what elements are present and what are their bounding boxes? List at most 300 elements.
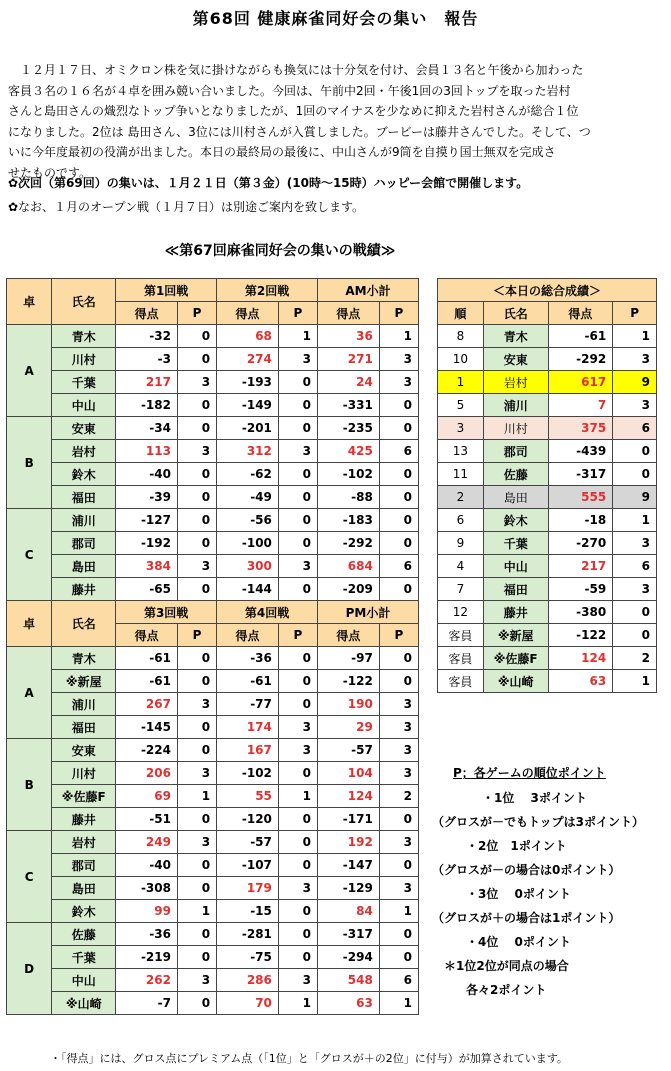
header-score: 得点 — [116, 624, 178, 647]
overall-row — [438, 371, 657, 394]
points-note-line: （グロスが－でもトップは3ポイント） — [432, 815, 644, 829]
score-cell: -439 — [548, 440, 613, 463]
table-row — [7, 486, 419, 509]
header-g1: 第1回戦 — [116, 279, 217, 302]
score-cell: -88 — [318, 486, 380, 509]
header-table: 卓 — [7, 601, 52, 647]
player-name: 岩村 — [52, 440, 116, 463]
score-cell: -51 — [116, 808, 178, 831]
points-cell: 3 — [278, 877, 317, 900]
rank-cell: 11 — [438, 463, 484, 486]
score-cell: -144 — [217, 578, 279, 601]
table-row — [7, 440, 419, 463]
score-cell: -235 — [318, 417, 380, 440]
header-g2: 第2回戦 — [217, 279, 318, 302]
score-cell: 217 — [548, 555, 613, 578]
score-cell: -102 — [318, 463, 380, 486]
page-title: 第68回 健康麻雀同好会の集い 報告 — [192, 9, 479, 28]
rank-cell: 9 — [438, 532, 484, 555]
overall-row — [438, 532, 657, 555]
header-p: P — [177, 302, 216, 325]
score-cell: 274 — [217, 348, 279, 371]
score-cell: -102 — [217, 762, 279, 785]
score-cell: -62 — [217, 463, 279, 486]
score-cell: -122 — [318, 670, 380, 693]
score-cell: 617 — [548, 371, 613, 394]
player-name: 郡司 — [52, 532, 116, 555]
player-name: ※佐藤F — [483, 647, 548, 670]
points-cell: 3 — [613, 532, 657, 555]
points-cell: 3 — [177, 693, 216, 716]
player-name: 福田 — [483, 578, 548, 601]
report-line: １２月１７日、オミクロン株を気に掛けながらも換気には十分気を付け、会員１３名と午後から加わった — [8, 63, 584, 77]
player-name: 千葉 — [52, 946, 116, 969]
points-cell: 0 — [278, 831, 317, 854]
score-cell: -40 — [116, 463, 178, 486]
points-cell: 0 — [379, 417, 418, 440]
score-cell: -61 — [548, 325, 613, 348]
score-cell: -192 — [116, 532, 178, 555]
overall-row — [438, 601, 657, 624]
rank-cell: 3 — [438, 417, 484, 440]
points-cell: 0 — [379, 647, 418, 670]
score-cell: -107 — [217, 854, 279, 877]
score-cell: 267 — [116, 693, 178, 716]
score-cell: 190 — [318, 693, 380, 716]
table-row — [7, 463, 419, 486]
points-cell: 0 — [613, 624, 657, 647]
points-cell: 0 — [379, 946, 418, 969]
points-cell: 1 — [613, 509, 657, 532]
player-name: 藤井 — [52, 808, 116, 831]
score-cell: 29 — [318, 716, 380, 739]
points-cell: 0 — [278, 854, 317, 877]
points-cell: 0 — [379, 486, 418, 509]
points-cell: 3 — [278, 348, 317, 371]
points-cell: 6 — [613, 555, 657, 578]
score-cell: 174 — [217, 716, 279, 739]
table-label: A — [7, 325, 52, 417]
points-cell: 2 — [379, 785, 418, 808]
player-name: 福田 — [52, 486, 116, 509]
points-cell: 3 — [379, 762, 418, 785]
report-line: さんと島田さんの熾烈なトップ争いとなりましたが、1回のマイナスを少なめに抑えた岩村さんが総合１位 — [8, 104, 579, 118]
points-cell: 0 — [177, 509, 216, 532]
player-name: 島田 — [52, 555, 116, 578]
points-cell: 0 — [379, 670, 418, 693]
table-label: C — [7, 831, 52, 923]
score-cell: -59 — [548, 578, 613, 601]
overall-row — [438, 417, 657, 440]
points-cell: 3 — [177, 762, 216, 785]
player-name: 安東 — [52, 417, 116, 440]
header-g4: 第4回戦 — [217, 601, 318, 624]
overall-header: 氏名 — [483, 302, 548, 325]
rank-cell: 1 — [438, 371, 484, 394]
header-p: P — [177, 624, 216, 647]
points-cell: 0 — [278, 532, 317, 555]
score-cell: -100 — [217, 532, 279, 555]
header-pm: PM小計 — [318, 601, 419, 624]
header-row — [438, 302, 657, 325]
player-name: 安東 — [52, 739, 116, 762]
rank-cell: 12 — [438, 601, 484, 624]
header-score: 得点 — [217, 624, 279, 647]
header-score: 得点 — [318, 302, 380, 325]
points-cell: 0 — [177, 877, 216, 900]
overall-row — [438, 555, 657, 578]
points-cell: 3 — [613, 578, 657, 601]
points-cell: 0 — [177, 946, 216, 969]
header-p: P — [379, 624, 418, 647]
score-cell: 7 — [548, 394, 613, 417]
overall-row — [438, 463, 657, 486]
points-cell: 3 — [278, 739, 317, 762]
points-cell: 0 — [278, 371, 317, 394]
points-cell: 3 — [278, 716, 317, 739]
score-cell: -147 — [318, 854, 380, 877]
points-cell: 0 — [278, 509, 317, 532]
table-row — [7, 693, 419, 716]
rank-cell: 客員 — [438, 647, 484, 670]
points-cell: 1 — [379, 900, 418, 923]
score-cell: 69 — [116, 785, 178, 808]
points-cell: 3 — [613, 348, 657, 371]
header-row — [7, 279, 419, 302]
score-cell: 375 — [548, 417, 613, 440]
score-cell: 249 — [116, 831, 178, 854]
score-cell: 271 — [318, 348, 380, 371]
points-cell: 6 — [613, 417, 657, 440]
score-cell: 104 — [318, 762, 380, 785]
points-cell: 3 — [177, 555, 216, 578]
points-cell: 3 — [177, 831, 216, 854]
points-cell: 0 — [379, 923, 418, 946]
score-cell: -209 — [318, 578, 380, 601]
score-cell: -317 — [318, 923, 380, 946]
points-cell: 3 — [177, 371, 216, 394]
points-cell: 1 — [379, 325, 418, 348]
header-row — [438, 279, 657, 302]
player-name: 島田 — [483, 486, 548, 509]
player-name: 青木 — [52, 325, 116, 348]
points-cell: 0 — [278, 647, 317, 670]
points-note-line: ・4位 0ポイント — [466, 935, 571, 949]
score-cell: -183 — [318, 509, 380, 532]
score-cell: -317 — [548, 463, 613, 486]
overall-header: P — [613, 302, 657, 325]
points-cell: 0 — [278, 463, 317, 486]
score-cell: -292 — [318, 532, 380, 555]
player-name: 川村 — [52, 762, 116, 785]
open-event-note: ✿なお、１月のオープン戦（１月７日）は別途ご案内を致します。 — [8, 200, 365, 214]
points-note-line: （グロスが－の場合は0ポイント） — [432, 863, 621, 877]
points-cell: 9 — [613, 486, 657, 509]
player-name: 郡司 — [483, 440, 548, 463]
overall-title: ＜本日の総合成績＞ — [438, 279, 657, 302]
points-cell: 0 — [278, 670, 317, 693]
table-row — [7, 509, 419, 532]
points-note-line: ・2位 1ポイント — [466, 839, 567, 853]
player-name: 中山 — [52, 394, 116, 417]
player-name: 青木 — [483, 325, 548, 348]
score-cell: -77 — [217, 693, 279, 716]
points-cell: 3 — [278, 440, 317, 463]
score-cell: 300 — [217, 555, 279, 578]
score-cell: 206 — [116, 762, 178, 785]
results-table — [6, 278, 419, 1015]
score-cell: -61 — [217, 670, 279, 693]
points-note-line: ・1位 3ポイント — [482, 791, 587, 805]
points-cell: 0 — [278, 762, 317, 785]
points-cell: 6 — [379, 969, 418, 992]
points-cell: 0 — [379, 808, 418, 831]
points-cell: 0 — [177, 808, 216, 831]
player-name: 島田 — [52, 877, 116, 900]
points-note-line: （グロスが＋の場合は1ポイント） — [432, 911, 621, 925]
table-row — [7, 647, 419, 670]
points-cell: 0 — [278, 578, 317, 601]
score-cell: -193 — [217, 371, 279, 394]
points-cell: 0 — [278, 486, 317, 509]
points-note-heading: P；各ゲームの順位ポイント — [453, 766, 606, 780]
score-cell: 84 — [318, 900, 380, 923]
points-cell: 0 — [613, 463, 657, 486]
table-row — [7, 877, 419, 900]
rank-cell: 8 — [438, 325, 484, 348]
overall-row — [438, 578, 657, 601]
table-row — [7, 969, 419, 992]
points-cell: 0 — [379, 532, 418, 555]
points-cell: 3 — [379, 877, 418, 900]
points-cell: 0 — [379, 394, 418, 417]
points-cell: 0 — [278, 417, 317, 440]
header-g3: 第3回戦 — [116, 601, 217, 624]
table-label: A — [7, 647, 52, 739]
score-cell: -36 — [116, 923, 178, 946]
points-cell: 0 — [177, 417, 216, 440]
overall-row — [438, 624, 657, 647]
overall-row — [438, 440, 657, 463]
score-cell: -120 — [217, 808, 279, 831]
next-meeting: ✿次回（第69回）の集いは、１月２１日（第３金）(10時〜15時）ハッピー会館で開催します。 — [8, 176, 529, 190]
points-cell: 2 — [613, 647, 657, 670]
points-cell: 3 — [613, 394, 657, 417]
table-row — [7, 854, 419, 877]
score-cell: 262 — [116, 969, 178, 992]
points-cell: 0 — [177, 854, 216, 877]
player-name: 佐藤 — [52, 923, 116, 946]
rank-cell: 6 — [438, 509, 484, 532]
score-cell: -18 — [548, 509, 613, 532]
table-row — [7, 325, 419, 348]
points-cell: 0 — [379, 578, 418, 601]
header-p: P — [379, 302, 418, 325]
points-cell: 0 — [177, 647, 216, 670]
score-cell: -270 — [548, 532, 613, 555]
player-name: 浦川 — [483, 394, 548, 417]
overall-row — [438, 670, 657, 693]
table-label: D — [7, 923, 52, 1015]
header-name: 氏名 — [52, 601, 116, 647]
score-cell: -380 — [548, 601, 613, 624]
points-cell: 0 — [177, 923, 216, 946]
points-cell: 0 — [177, 486, 216, 509]
points-cell: 0 — [278, 693, 317, 716]
points-cell: 1 — [379, 992, 418, 1015]
table-label: B — [7, 739, 52, 831]
player-name: ※山崎 — [483, 670, 548, 693]
points-cell: 1 — [177, 785, 216, 808]
player-name: 中山 — [52, 969, 116, 992]
score-cell: -40 — [116, 854, 178, 877]
rank-cell: 13 — [438, 440, 484, 463]
overall-header: 得点 — [548, 302, 613, 325]
score-cell: -15 — [217, 900, 279, 923]
table-row — [7, 670, 419, 693]
points-cell: 3 — [379, 693, 418, 716]
points-cell: 0 — [278, 808, 317, 831]
score-cell: 286 — [217, 969, 279, 992]
score-cell: -7 — [116, 992, 178, 1015]
report-body — [8, 60, 660, 183]
score-cell: -34 — [116, 417, 178, 440]
score-cell: 548 — [318, 969, 380, 992]
score-cell: -224 — [116, 739, 178, 762]
overall-row — [438, 348, 657, 371]
score-cell: 99 — [116, 900, 178, 923]
player-name: ※山崎 — [52, 992, 116, 1015]
score-cell: 68 — [217, 325, 279, 348]
player-name: ※新屋 — [483, 624, 548, 647]
points-cell: 9 — [613, 371, 657, 394]
header-p: P — [278, 624, 317, 647]
table-row — [7, 900, 419, 923]
player-name: 福田 — [52, 716, 116, 739]
player-name: 安東 — [483, 348, 548, 371]
table-row — [7, 371, 419, 394]
points-cell: 0 — [379, 463, 418, 486]
header-score: 得点 — [318, 624, 380, 647]
score-cell: -292 — [548, 348, 613, 371]
report-line: いに今年度最初の役満が出ました。本日の最終局の最後に、中山さんが9筒を自摸り国士無双を完成さ — [8, 145, 556, 159]
player-name: 浦川 — [52, 693, 116, 716]
points-cell: 3 — [278, 555, 317, 578]
player-name: 千葉 — [52, 371, 116, 394]
rank-cell: 4 — [438, 555, 484, 578]
player-name: 鈴木 — [52, 900, 116, 923]
score-cell: 124 — [548, 647, 613, 670]
table-row — [7, 394, 419, 417]
results-title: ≪第67回麻雀同好会の集いの戦績≫ — [164, 243, 396, 259]
points-cell: 0 — [278, 394, 317, 417]
player-name: 藤井 — [52, 578, 116, 601]
score-cell: 113 — [116, 440, 178, 463]
points-cell: 0 — [278, 946, 317, 969]
header-am: AM小計 — [318, 279, 419, 302]
points-cell: 0 — [613, 601, 657, 624]
points-cell: 0 — [177, 325, 216, 348]
points-cell: 0 — [177, 716, 216, 739]
score-cell: 192 — [318, 831, 380, 854]
overall-results-table — [437, 278, 657, 693]
score-cell: -57 — [318, 739, 380, 762]
table-row — [7, 946, 419, 969]
score-cell: -65 — [116, 578, 178, 601]
footnote: ・「得点」には、グロス点にプレミアム点（「1位」と「グロスが＋の2位」に付与）が加算されています。 — [50, 1052, 568, 1065]
header-score: 得点 — [116, 302, 178, 325]
points-cell: 1 — [278, 785, 317, 808]
player-name: 鈴木 — [52, 463, 116, 486]
player-name: 青木 — [52, 647, 116, 670]
player-name: 藤井 — [483, 601, 548, 624]
score-cell: -97 — [318, 647, 380, 670]
points-cell: 3 — [177, 969, 216, 992]
points-cell: 0 — [177, 394, 216, 417]
table-row — [7, 716, 419, 739]
table-row — [7, 785, 419, 808]
overall-row — [438, 394, 657, 417]
player-name: 川村 — [52, 348, 116, 371]
player-name: 郡司 — [52, 854, 116, 877]
score-cell: 63 — [548, 670, 613, 693]
score-cell: -49 — [217, 486, 279, 509]
points-cell: 3 — [379, 831, 418, 854]
points-cell: 0 — [177, 739, 216, 762]
rank-cell: 10 — [438, 348, 484, 371]
points-cell: 1 — [613, 325, 657, 348]
report-line: せたものです。 — [8, 165, 92, 180]
points-cell: 0 — [177, 348, 216, 371]
overall-row — [438, 325, 657, 348]
rank-cell: 客員 — [438, 624, 484, 647]
overall-row — [438, 509, 657, 532]
score-cell: -145 — [116, 716, 178, 739]
points-cell: 0 — [278, 900, 317, 923]
report-line: 客員３名の１６名が４卓を囲み競い合いました。今回は、午前中2回・午後1回の3回トップを取った岩村 — [8, 83, 571, 98]
overall-header: 順 — [438, 302, 484, 325]
table-row — [7, 992, 419, 1015]
score-cell: -39 — [116, 486, 178, 509]
player-name: 佐藤 — [483, 463, 548, 486]
score-cell: -61 — [116, 647, 178, 670]
table-row — [7, 739, 419, 762]
score-cell: 167 — [217, 739, 279, 762]
score-cell: -36 — [217, 647, 279, 670]
table-row — [7, 762, 419, 785]
points-note-line: ・3位 0ポイント — [466, 887, 571, 901]
points-cell: 6 — [379, 440, 418, 463]
score-cell: 55 — [217, 785, 279, 808]
points-cell: 0 — [177, 578, 216, 601]
table-row — [7, 532, 419, 555]
points-cell: 3 — [278, 969, 317, 992]
score-cell: -75 — [217, 946, 279, 969]
overall-row — [438, 647, 657, 670]
player-name: 岩村 — [483, 371, 548, 394]
score-cell: 384 — [116, 555, 178, 578]
points-cell: 0 — [177, 532, 216, 555]
player-name: 鈴木 — [483, 509, 548, 532]
player-name: ※新屋 — [52, 670, 116, 693]
points-note-line: ＊1位2位が同点の場合 — [444, 959, 569, 973]
score-cell: -57 — [217, 831, 279, 854]
points-note-line: 各々2ポイント — [466, 983, 547, 997]
rank-cell: 客員 — [438, 670, 484, 693]
score-cell: 684 — [318, 555, 380, 578]
header-p: P — [278, 302, 317, 325]
points-cell: 1 — [177, 900, 216, 923]
